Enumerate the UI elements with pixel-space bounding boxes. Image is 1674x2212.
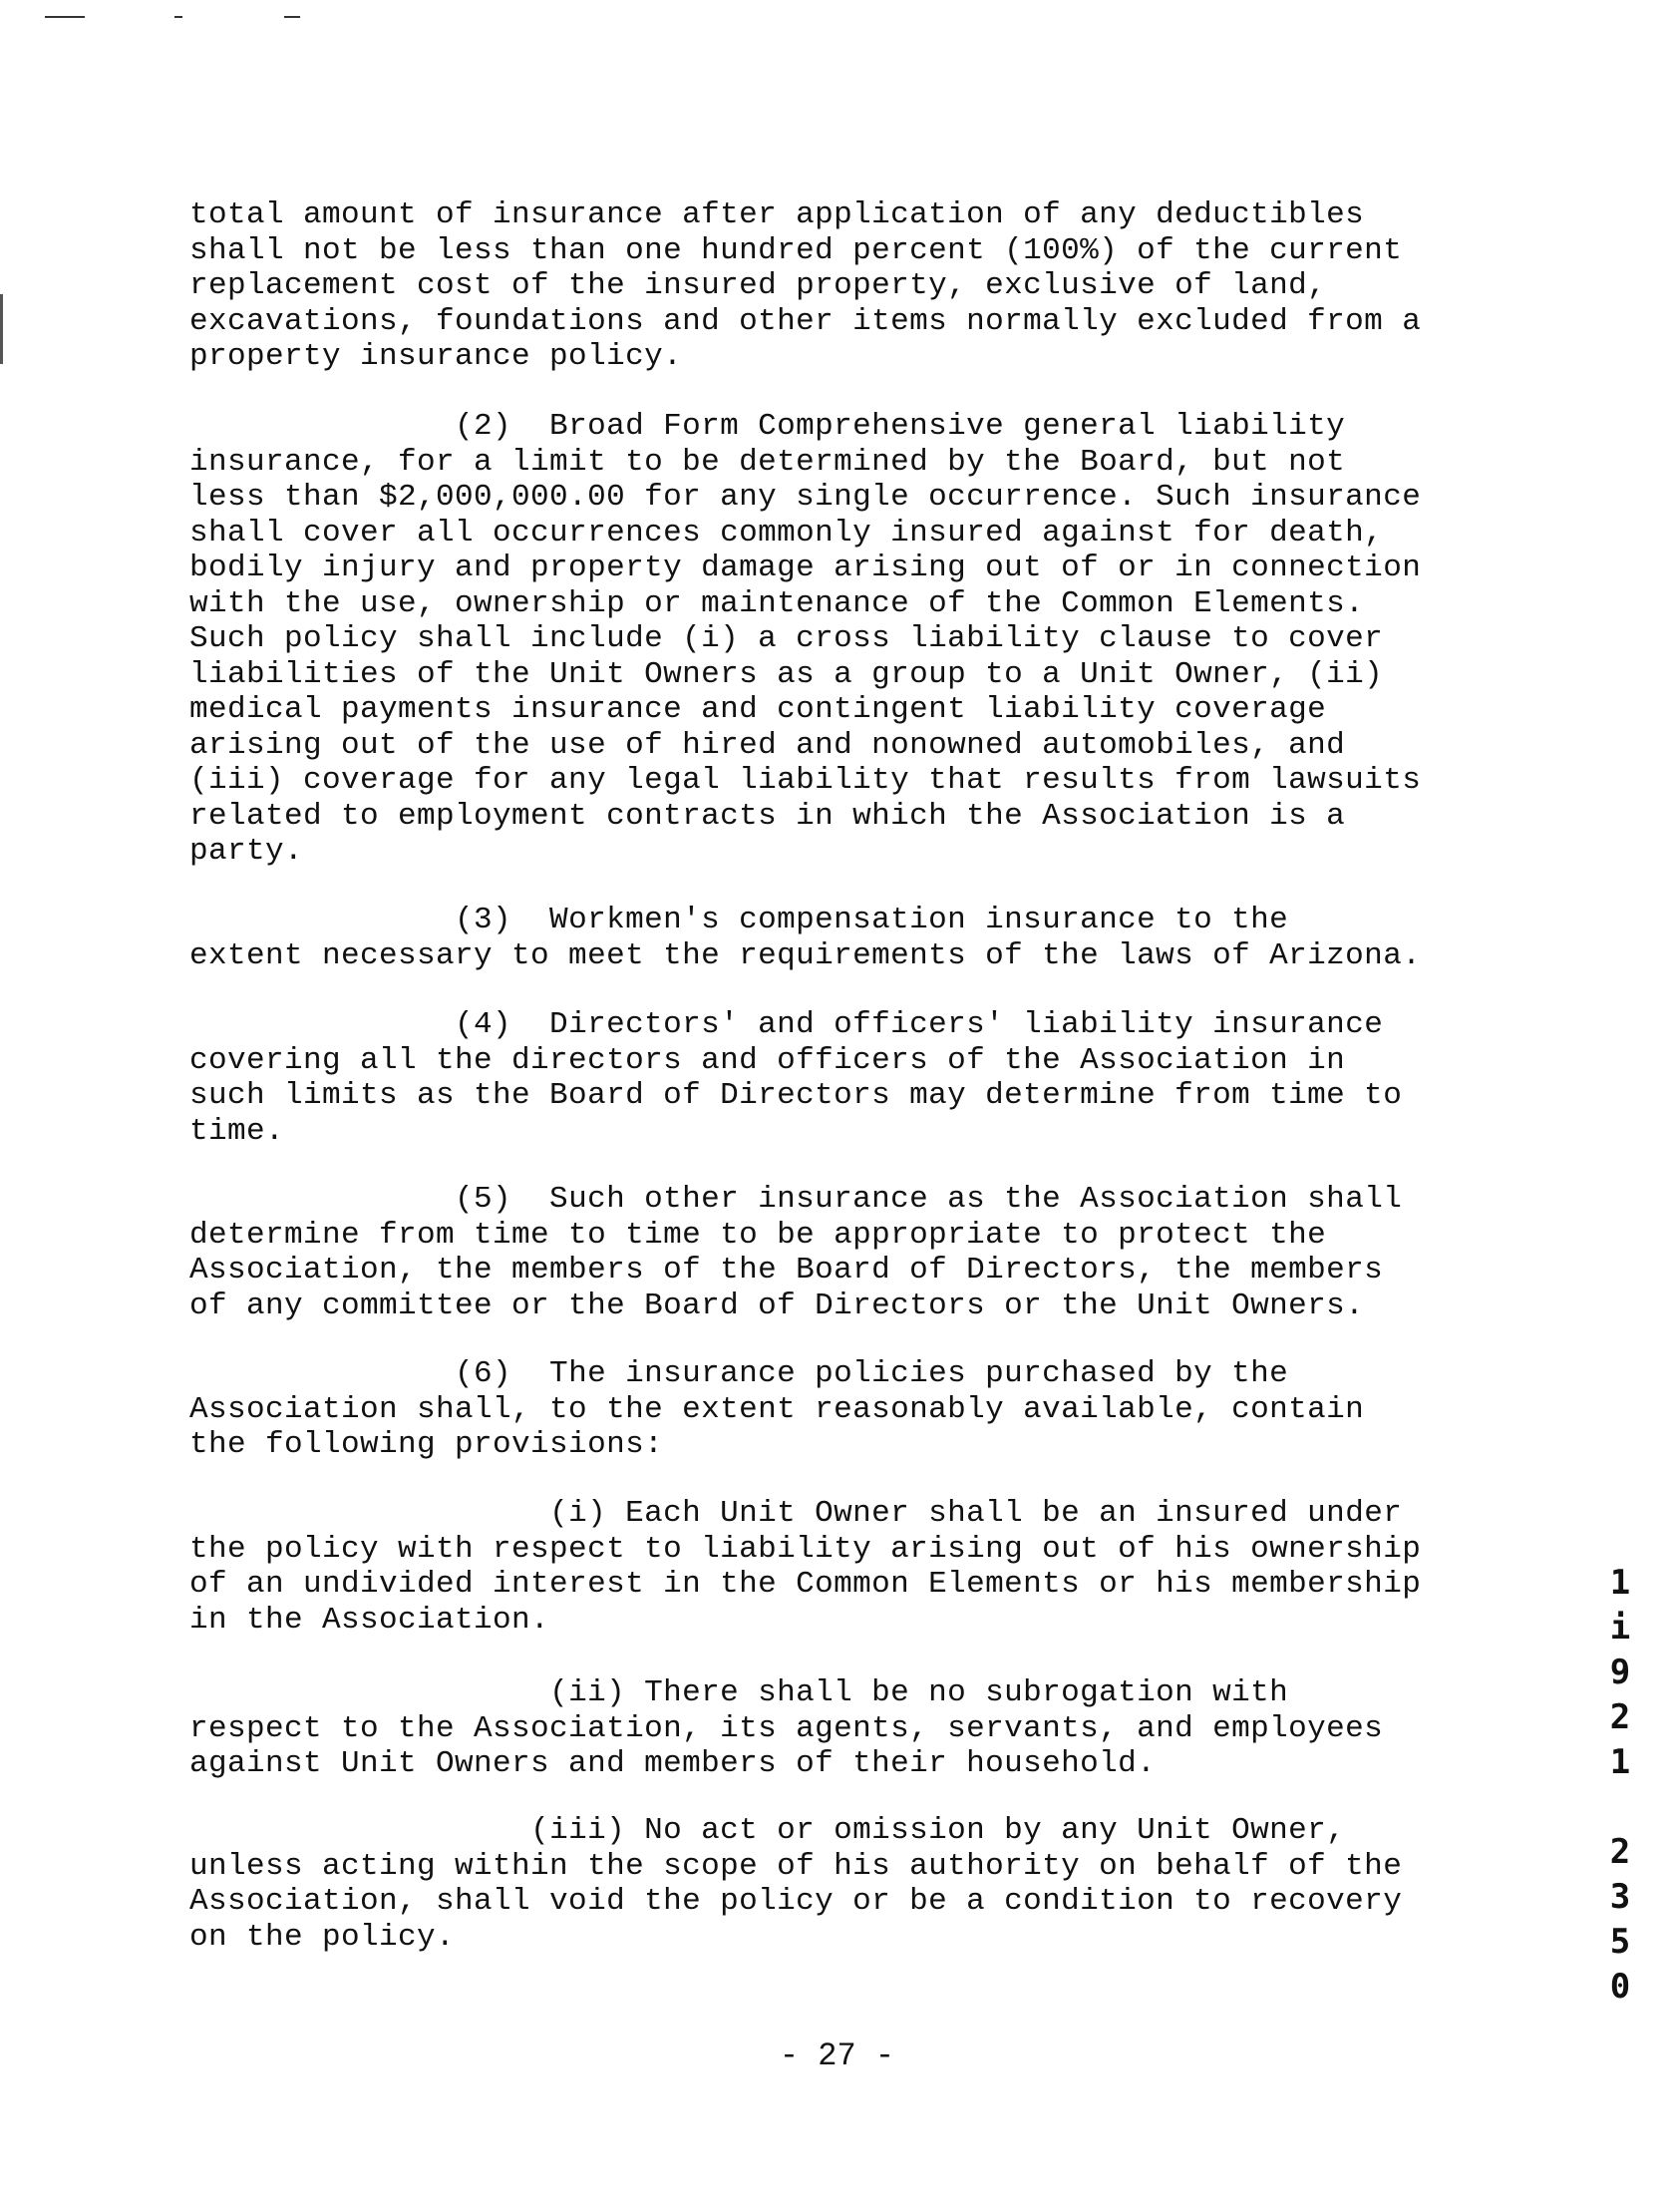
paragraph-provision-ii: (ii) There shall be no subrogation with respect to the Association, its agents, servants, and employees against Unit Owners and members of their household.	[189, 1675, 1384, 1781]
scan-artifact	[45, 16, 85, 18]
paragraph-other-insurance: (5) Such other insurance as the Association shall determine from time to time to be appropriate to protect the Association, the members of the Board of Directors, the members of any committee or the Board of Directors or the Unit Owners.	[189, 1182, 1403, 1323]
paragraph-directors-officers: (4) Directors' and officers' liability insurance covering all the directors and officers of the Association in such limits as the Board of Directors may determine from time to time.	[189, 1007, 1403, 1149]
recording-stamp: 1 i 9 2 1 2 3 5 0	[1609, 1563, 1631, 2007]
paragraph-provision-iii: (iii) No act or omission by any Unit Owner, unless acting within the scope of his authority on behalf of the Association, shall void the policy or be a condition to recovery on the policy.	[189, 1813, 1403, 1955]
paragraph-policy-provisions: (6) The insurance policies purchased by the Association shall, to the extent reasonably available, contain the following provisions:	[189, 1356, 1365, 1462]
paragraph-general-liability: (2) Broad Form Comprehensive general liability insurance, for a limit to be determined by the Board, but not less than $2,000,000.00 for any single occurrence. Such insurance shall cover all occurrences commonly insured against for death, bodily injury and property damage arising out of or in connection with the use, ownership or maintenance of the Common Elements. Such policy shall include (i) a cross liability clause to cover liabilities of the Unit Owners as a group to a Unit Owner, (ii) medical payments insurance and contingent liability coverage arising out of the use of hired and nonowned automobiles, and (iii) coverage for any legal liability that results from lawsuits related to employment contracts in which the Association is a party.	[189, 409, 1422, 869]
paragraph-provision-i: (i) Each Unit Owner shall be an insured under the policy with respect to liability arising out of his ownership of an undivided interest in the Common Elements or his membership in the Association.	[189, 1496, 1422, 1638]
page-number: - 27 -	[779, 2037, 895, 2074]
paragraph-workmens-compensation: (3) Workmen's compensation insurance to the extent necessary to meet the requirements of the laws of Arizona.	[189, 903, 1422, 973]
scan-artifact	[284, 16, 300, 18]
scan-artifact	[174, 16, 182, 18]
paragraph-replacement-cost: total amount of insurance after application of any deductibles shall not be less than one hundred percent (100%) of the current replacement cost of the insured property, exclusive of land, excavations, foundations and other items normally excluded from a property insurance policy.	[189, 197, 1422, 374]
scan-artifact	[0, 294, 3, 364]
